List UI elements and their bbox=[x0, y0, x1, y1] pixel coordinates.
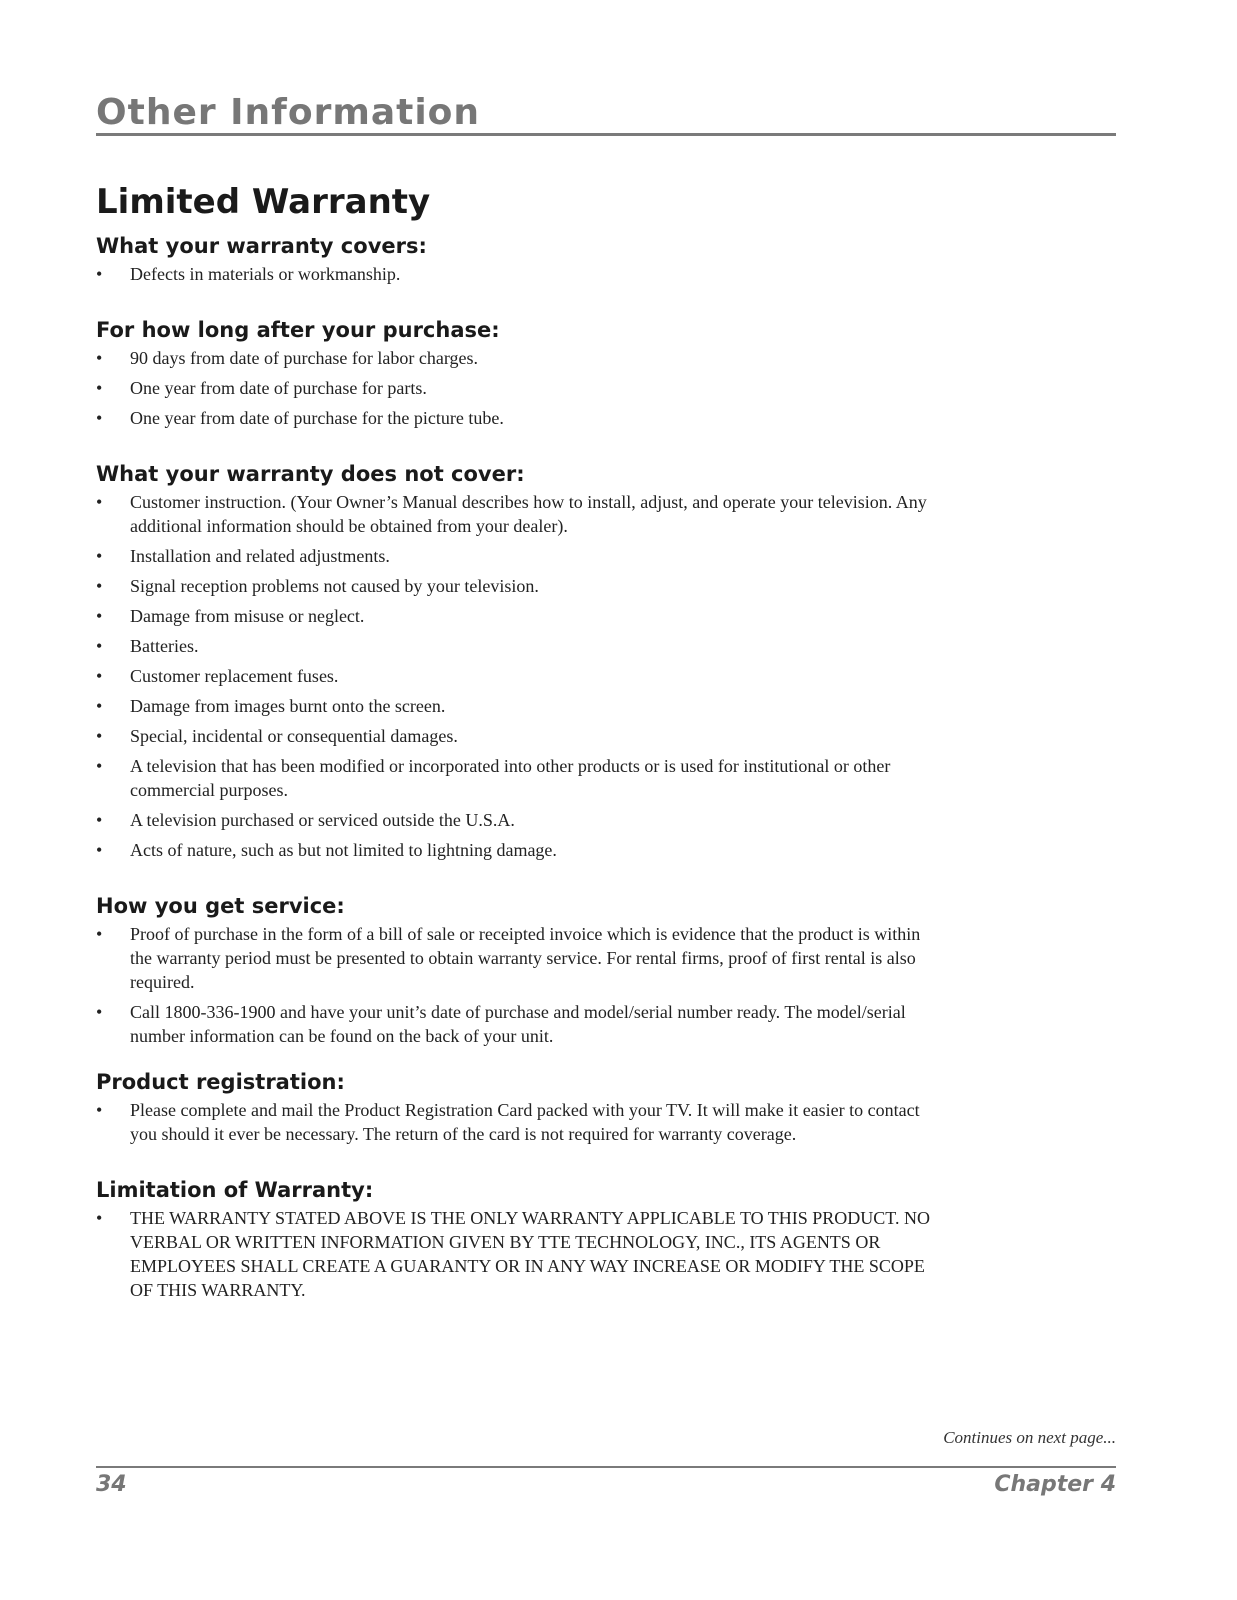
list-limitation bbox=[96, 1206, 936, 1302]
footer-rule bbox=[96, 1466, 1116, 1468]
chapter-label: Chapter 4 bbox=[994, 1472, 1116, 1497]
list-item: • Damage from misuse or neglect. bbox=[96, 604, 936, 628]
list-item: • One year from date of purchase for parts. bbox=[96, 376, 936, 400]
list-item: • Acts of nature, such as but not limited to lightning damage. bbox=[96, 838, 936, 862]
list-item: • Special, incidental or consequential damages. bbox=[96, 724, 936, 748]
list-item: • A television that has been modified or incorporated into other products or is used for institutional or other commercial purposes. bbox=[96, 754, 936, 802]
list-registration bbox=[96, 1098, 936, 1146]
warranty-content bbox=[96, 230, 936, 1308]
document-page bbox=[96, 0, 1116, 1600]
list-service bbox=[96, 922, 936, 1048]
heading-registration: Product registration: bbox=[96, 1070, 345, 1094]
heading-not-covered: What your warranty does not cover: bbox=[96, 462, 525, 486]
list-item: • A television purchased or serviced outside the U.S.A. bbox=[96, 808, 936, 832]
list-item: • Installation and related adjustments. bbox=[96, 544, 936, 568]
section-title: Limited Warranty bbox=[96, 182, 431, 222]
heading-limitation: Limitation of Warranty: bbox=[96, 1178, 374, 1202]
list-item: • Customer replacement fuses. bbox=[96, 664, 936, 688]
list-item: • THE WARRANTY STATED ABOVE IS THE ONLY WARRANTY APPLICABLE TO THIS PRODUCT. NO VERBAL OR WRITTEN INFORMATION GIVEN BY TTE TECHNOLOGY, INC., ITS AGENTS OR EMPLOYEES SHALL CREATE A GUARANTY OR IN ANY WAY INCREASE OR MODIFY THE SCOPE OF THIS WARRANTY. bbox=[96, 1206, 936, 1302]
page-number: 34 bbox=[96, 1472, 127, 1497]
list-item: • 90 days from date of purchase for labor charges. bbox=[96, 346, 936, 370]
list-item: • Batteries. bbox=[96, 634, 936, 658]
heading-covers: What your warranty covers: bbox=[96, 234, 427, 258]
list-item: • Defects in materials or workmanship. bbox=[96, 262, 936, 286]
list-item: • Proof of purchase in the form of a bill of sale or receipted invoice which is evidence that the product is within the warranty period must be presented to obtain warranty service. For rental firms, proof of first rental is also required. bbox=[96, 922, 936, 994]
list-item: • Call 1800-336-1900 and have your unit’s date of purchase and model/serial number ready. The model/serial number information can be found on the back of your unit. bbox=[96, 1000, 936, 1048]
list-duration bbox=[96, 346, 936, 430]
list-item: • Customer instruction. (Your Owner’s Manual describes how to install, adjust, and operate your television. Any additional information should be obtained from your dealer). bbox=[96, 490, 936, 538]
list-item: • One year from date of purchase for the picture tube. bbox=[96, 406, 936, 430]
list-item: • Please complete and mail the Product Registration Card packed with your TV. It will make it easier to contact you should it ever be necessary. The return of the card is not required for warranty coverage. bbox=[96, 1098, 936, 1146]
list-item: • Signal reception problems not caused by your television. bbox=[96, 574, 936, 598]
header-rule bbox=[96, 133, 1116, 136]
list-not-covered bbox=[96, 490, 936, 862]
continues-note: Continues on next page... bbox=[943, 1428, 1116, 1447]
list-covers bbox=[96, 262, 936, 286]
heading-duration: For how long after your purchase: bbox=[96, 318, 500, 342]
running-header-title: Other Information bbox=[96, 92, 481, 133]
heading-service: How you get service: bbox=[96, 894, 345, 918]
list-item: • Damage from images burnt onto the screen. bbox=[96, 694, 936, 718]
